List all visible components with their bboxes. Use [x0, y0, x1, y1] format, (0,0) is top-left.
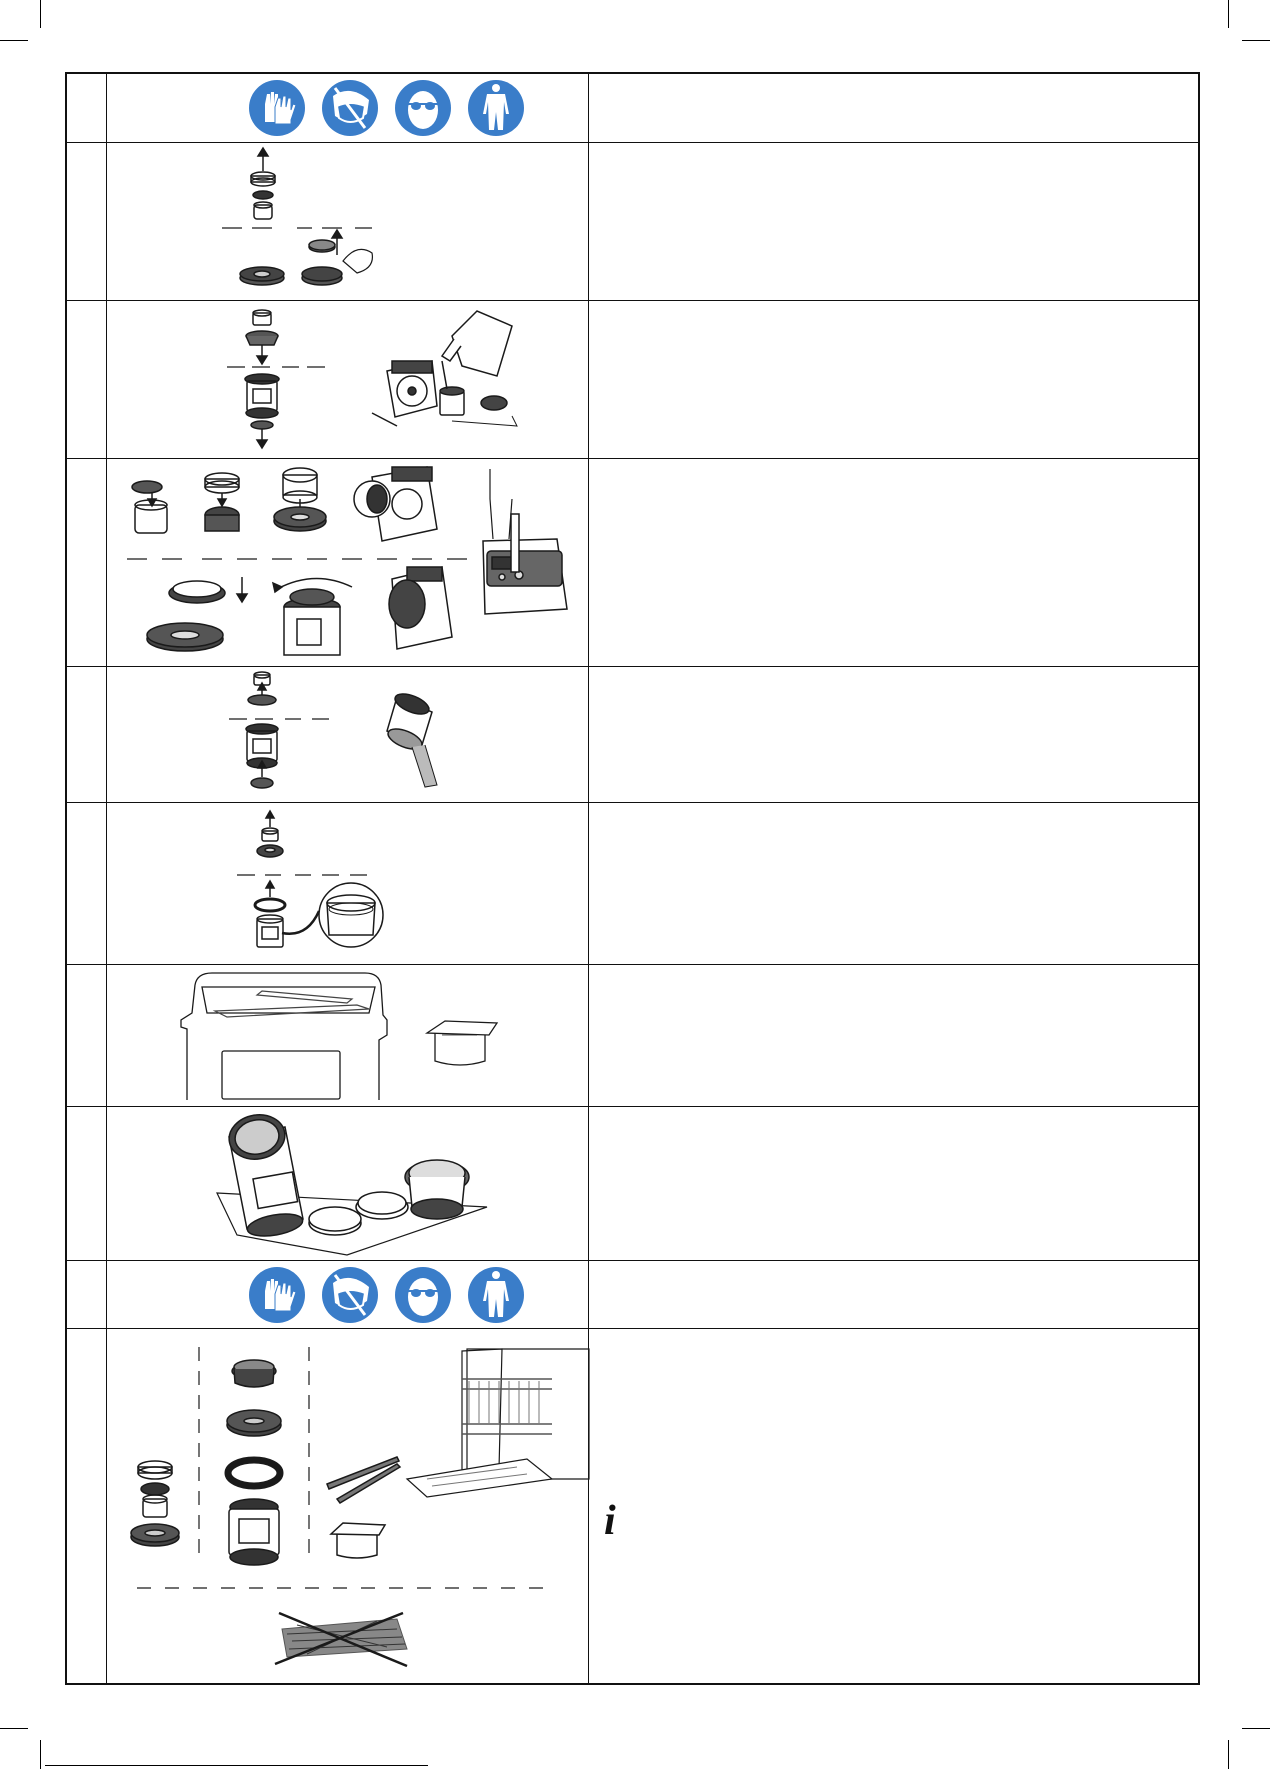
- instruction-table: [65, 72, 1200, 1685]
- face-mask-icon: [322, 1267, 378, 1323]
- info-icon: i: [604, 1498, 616, 1544]
- step-row-disassemble: [67, 142, 1198, 300]
- sieve-basket: [331, 1523, 385, 1558]
- step-number-cell: [67, 1261, 107, 1328]
- protective-suit-icon: [468, 1267, 524, 1323]
- step-number-cell: [67, 965, 107, 1106]
- step-number-cell: [67, 803, 107, 964]
- seal-zoom-circle: [319, 883, 383, 947]
- sieve-basket: [427, 1021, 497, 1065]
- cleaning-station: [372, 361, 437, 426]
- disposal-prohibited-icon: [275, 1613, 407, 1666]
- cleaning-station: [354, 467, 437, 541]
- step-figure-pour: [107, 301, 589, 458]
- step-text-cell: [589, 459, 1198, 666]
- step-number-cell: [67, 459, 107, 666]
- gloves-icon: [249, 1267, 305, 1323]
- arrow-down-icon: [218, 493, 226, 506]
- dishwasher: [407, 1349, 589, 1497]
- arrow-up-icon: [258, 148, 268, 171]
- arrow-down-icon: [257, 345, 267, 364]
- gloves-icon: [249, 80, 305, 136]
- step-row-assemble: [67, 458, 1198, 666]
- step-text-cell: [589, 1107, 1198, 1260]
- arrow-down-icon: [237, 577, 247, 602]
- step-row-dishwasher: [67, 1328, 1198, 1685]
- step-text-cell: [589, 143, 1198, 300]
- start-button-press: [483, 469, 567, 614]
- step-row-empty: [67, 666, 1198, 802]
- safety-goggles-icon: [395, 80, 451, 136]
- face-mask-icon: [322, 80, 378, 136]
- step-row-ppe: [67, 74, 1198, 142]
- ultrasonic-bath: [181, 973, 387, 1100]
- cleaning-station-closed: [389, 567, 452, 649]
- step-row-seal: [67, 802, 1198, 964]
- step-figure-ppe-2: [107, 1261, 589, 1328]
- step-figure-empty: [107, 667, 589, 802]
- step-number-cell: [67, 301, 107, 458]
- arrow-up-icon: [266, 811, 274, 827]
- detergent-bottle: [442, 311, 512, 389]
- arrow-down-icon: [257, 429, 267, 448]
- step-text-cell: [589, 1329, 1198, 1685]
- safety-goggles-icon: [395, 1267, 451, 1323]
- step-figure-assemble: [107, 459, 589, 666]
- step-number-cell: [67, 1329, 107, 1685]
- step-number-cell: [67, 1107, 107, 1260]
- step-row-ultrasonic: [67, 964, 1198, 1106]
- step-text-cell: [589, 74, 1198, 142]
- step-number-cell: [67, 667, 107, 802]
- step-text-cell: [589, 301, 1198, 458]
- step-text-cell: [589, 803, 1198, 964]
- step-figure-disassemble: [107, 143, 589, 300]
- arrow-up-icon: [266, 881, 274, 897]
- step-number-cell: [67, 74, 107, 142]
- step-text-cell: [589, 965, 1198, 1106]
- emptying-container: [385, 690, 437, 787]
- step-row-drying: [67, 1106, 1198, 1260]
- step-figure-ultrasonic: [107, 965, 589, 1106]
- step-row-ppe-2: [67, 1260, 1198, 1328]
- step-figure-dishwasher: [107, 1329, 589, 1685]
- step-text-cell: [589, 667, 1198, 802]
- step-figure-seal: [107, 803, 589, 964]
- tweezers-icon: [327, 1457, 400, 1503]
- drying-ring: [405, 1160, 469, 1219]
- step-figure-drying: [107, 1107, 589, 1260]
- step-text-cell: [589, 1261, 1198, 1328]
- step-row-pour: [67, 300, 1198, 458]
- step-figure-ppe: [107, 74, 589, 142]
- step-number-cell: [67, 143, 107, 300]
- protective-suit-icon: [468, 80, 524, 136]
